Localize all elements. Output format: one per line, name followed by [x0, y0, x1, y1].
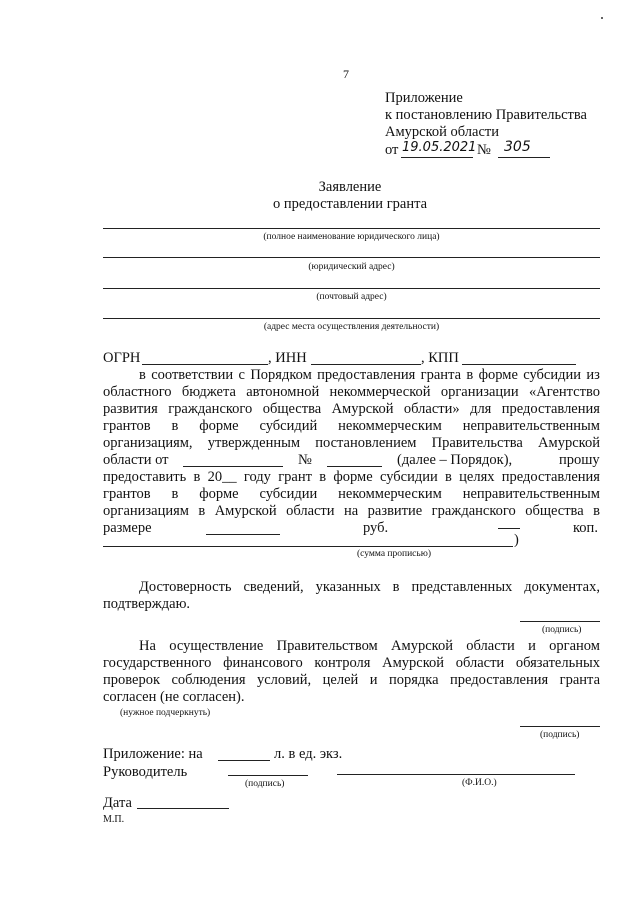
word: субсидий [259, 418, 318, 434]
number-underline [498, 157, 550, 158]
body-line-6c: (далее – Порядок), [397, 452, 513, 468]
word: развития [103, 401, 158, 417]
head-signature-caption: (подпись) [245, 779, 285, 789]
word: финансового [223, 655, 303, 671]
word: государственного [103, 655, 212, 671]
word: организациям, [103, 435, 193, 451]
inn-field[interactable] [311, 364, 421, 365]
word: некоммерческим [338, 418, 442, 434]
word: в [171, 486, 179, 502]
word: представленных [411, 579, 513, 595]
word: гражданского [168, 401, 253, 417]
word: в [171, 418, 179, 434]
word: некоммерческим [338, 486, 442, 502]
word: форме [199, 486, 239, 502]
word: грант [278, 469, 312, 485]
word: в [392, 579, 400, 595]
body-line-5 [103, 435, 600, 452]
word: организации [440, 384, 519, 400]
body-line-8 [103, 486, 600, 503]
word: из [586, 367, 600, 383]
date-label: Дата [103, 795, 132, 811]
word: грантов [103, 418, 151, 434]
legal-name-line[interactable] [103, 228, 600, 229]
word: предоставления [450, 672, 549, 688]
date-underline [401, 157, 473, 158]
word: в [198, 503, 206, 519]
page-number: 7 [343, 67, 349, 81]
word: предоставления [501, 469, 600, 485]
word: и [528, 638, 536, 654]
word: области» [403, 401, 460, 417]
word: форме [478, 367, 518, 383]
word: неправительственным [462, 486, 600, 502]
body-line-6b: № [298, 452, 312, 468]
consent-line-2 [103, 655, 600, 672]
word: целей [322, 672, 359, 688]
body-line-3 [103, 401, 600, 418]
reliability-line-1 [139, 579, 600, 596]
legal-name-caption: (полное наименование юридического лица) [263, 232, 440, 242]
word: в [139, 367, 146, 383]
word: году [243, 469, 271, 485]
word: в [319, 469, 327, 485]
word: Порядком [250, 367, 312, 383]
word: Правительством [276, 638, 378, 654]
word: с [238, 367, 245, 383]
word: проверок [103, 672, 161, 688]
word: некоммерческой [329, 384, 431, 400]
word: в [193, 469, 201, 485]
word: осуществление [169, 638, 264, 654]
amount-rub-field[interactable] [206, 534, 280, 535]
word: и [369, 672, 378, 688]
word: Амурской [391, 638, 453, 654]
legal-address-line[interactable] [103, 257, 600, 258]
postal-address-line[interactable] [103, 288, 600, 289]
word: сведений, [243, 579, 304, 595]
word: соответствии [151, 367, 234, 383]
word: Амурской [382, 655, 445, 671]
body-line-10b: руб. [363, 520, 389, 536]
word: обязательных [515, 655, 600, 671]
word: постановлением [315, 435, 417, 451]
date-field[interactable] [137, 808, 229, 809]
word: Амурской [331, 401, 394, 417]
word: документах, [524, 579, 600, 595]
word: автономной [246, 384, 320, 400]
word: предоставления [501, 401, 600, 417]
body-line-2 [103, 384, 600, 401]
word: в [445, 469, 452, 485]
postal-address-caption: (почтовый адрес) [316, 292, 387, 302]
word: целях [459, 469, 495, 485]
attachment-label: Приложение: на [103, 746, 203, 762]
word: в [593, 503, 600, 519]
word: условий, [257, 672, 312, 688]
body-line-10c: коп. [573, 520, 598, 536]
word: области [455, 655, 505, 671]
amount-words-field[interactable] [103, 546, 513, 547]
inn-label: , ИНН [268, 350, 307, 366]
word: контроля [314, 655, 371, 671]
word: 20__ [207, 469, 237, 485]
word: Амурской [538, 435, 600, 451]
word: соблюдения [171, 672, 246, 688]
ogrn-label: ОГРН [103, 350, 141, 366]
kpp-field[interactable] [462, 364, 576, 365]
word: общества [525, 503, 584, 519]
kpp-label: , КПП [421, 350, 459, 366]
word: указанных [315, 579, 381, 595]
consent-signature-field[interactable] [520, 726, 600, 727]
reliability-line-2: подтверждаю. [103, 596, 191, 612]
body-line-7 [103, 469, 600, 486]
head-signature-field[interactable] [228, 775, 308, 776]
word: областного [103, 384, 172, 400]
word: органом [549, 638, 600, 654]
word: неправительственным [462, 418, 600, 434]
word: развитие [367, 503, 423, 519]
word: для [470, 401, 492, 417]
head-name-caption: (Ф.И.О.) [462, 778, 497, 788]
word: порядка [388, 672, 439, 688]
word: области [286, 503, 335, 519]
word: субсидии [523, 367, 582, 383]
consent-line-1 [139, 638, 600, 655]
word: в [466, 367, 474, 383]
amount-kop-field[interactable] [498, 528, 520, 529]
word: грантов [103, 486, 151, 502]
body-line-6a: области от [103, 452, 169, 468]
appendix-number: 305 [504, 139, 531, 155]
appendix-title: Приложение [385, 90, 463, 106]
doc-title: Заявление [318, 179, 382, 195]
appendix-date: 19.05.2021 [402, 140, 477, 155]
underline-note: (нужное подчеркнуть) [120, 708, 211, 718]
attachment-sheets-field[interactable] [218, 760, 270, 761]
ogrn-field[interactable] [142, 364, 268, 365]
appendix-from-label: от [385, 142, 399, 158]
order-number-field[interactable] [327, 466, 382, 467]
activity-address-caption: (адрес места осуществления деятельности) [263, 322, 440, 332]
consent-line-3 [103, 672, 600, 689]
consent-signature-caption: (подпись) [540, 730, 580, 740]
word: субсидии [379, 469, 438, 485]
activity-address-line[interactable] [103, 318, 600, 319]
word: области [466, 638, 515, 654]
word: Амурской [214, 503, 277, 519]
amount-words-paren: ) [514, 532, 519, 548]
appendix-number-label: № [477, 142, 491, 158]
amount-words-caption: (сумма прописью) [357, 549, 431, 559]
word: предоставить [103, 469, 187, 485]
seal-label: М.П. [103, 814, 125, 825]
attachment-suffix: л. в ед. экз. [274, 746, 343, 762]
body-line-1 [139, 367, 600, 384]
legal-address-caption: (юридический адрес) [308, 262, 395, 272]
word: форме [199, 418, 239, 434]
word: общества [262, 401, 322, 417]
word: форме [333, 469, 373, 485]
head-name-field[interactable] [337, 774, 575, 775]
word: предоставления [317, 367, 416, 383]
doc-subtitle: о предоставлении гранта [272, 196, 428, 212]
body-line-6d: прошу [559, 452, 600, 468]
scan-speck [601, 17, 603, 19]
appendix-region: Амурской области [385, 124, 499, 140]
reliability-signature-caption: (подпись) [542, 625, 582, 635]
word: На [139, 638, 156, 654]
word: гражданского [431, 503, 516, 519]
word: организациям [103, 503, 189, 519]
word: гранта [559, 672, 600, 688]
word: утвержденным [207, 435, 301, 451]
reliability-signature-field[interactable] [520, 621, 600, 622]
body-line-10a: размере [103, 520, 152, 536]
order-date-field[interactable] [183, 466, 283, 467]
word: на [344, 503, 359, 519]
word: гранта [420, 367, 462, 383]
body-line-9 [103, 503, 600, 520]
word: субсидии [259, 486, 318, 502]
word: «Агентство [528, 384, 600, 400]
appendix-resolution: к постановлению Правительства [385, 107, 587, 123]
word: Достоверность [139, 579, 232, 595]
word: бюджета [181, 384, 236, 400]
body-line-4 [103, 418, 600, 435]
head-label: Руководитель [103, 764, 188, 780]
consent-line-4: согласен (не согласен). [103, 689, 245, 705]
word: Правительства [431, 435, 523, 451]
